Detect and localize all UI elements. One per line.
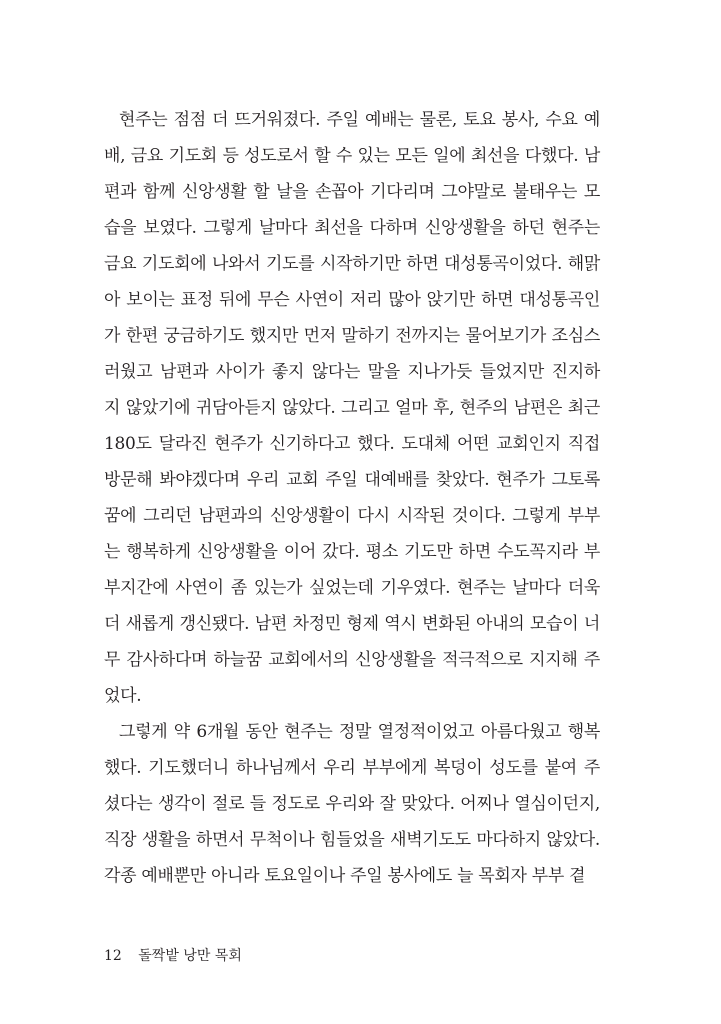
text-line: 는 행복하게 신앙생활을 이어 갔다. 평소 기도만 하면 수도꼭지라 부 <box>104 542 600 562</box>
text-line: 금요 기도회에 나와서 기도를 시작하기만 하면 대성통곡이었다. 해맑 <box>104 254 600 274</box>
paragraph <box>104 102 600 714</box>
body-text <box>104 102 600 894</box>
text-line: 습을 보였다. 그렇게 날마다 최선을 다하며 신앙생활을 하던 현주는 <box>104 218 600 238</box>
text-line: 했다. 기도했더니 하나님께서 우리 부부에게 복덩이 성도를 붙여 주 <box>104 758 600 778</box>
text-line: 꿈에 그리던 남편과의 신앙생활이 다시 시작된 것이다. 그렇게 부부 <box>104 506 600 526</box>
text-line: 부지간에 사연이 좀 있는가 싶었는데 기우였다. 현주는 날마다 더욱 <box>104 578 600 598</box>
running-title: 돌짝밭 낭만 목회 <box>138 948 242 964</box>
text-line: 었다. <box>104 686 142 706</box>
text-line: 아 보이는 표정 뒤에 무슨 사연이 저리 많아 앉기만 하면 대성통곡인 <box>104 290 600 310</box>
text-line: 직장 생활을 하면서 무척이나 힘들었을 새벽기도도 마다하지 않았다. <box>104 830 600 850</box>
text-line: 편과 함께 신앙생활 할 날을 손꼽아 기다리며 그야말로 불태우는 모 <box>104 182 600 202</box>
text-line: 그렇게 약 6개월 동안 현주는 정말 열정적이었고 아름다웠고 행복 <box>119 722 600 742</box>
text-line: 가 한편 궁금하기도 했지만 먼저 말하기 전까지는 물어보기가 조심스 <box>104 326 600 346</box>
text-line: 각종 예배뿐만 아니라 토요일이나 주일 봉사에도 늘 목회자 부부 곁 <box>104 866 586 886</box>
text-line: 180도 달라진 현주가 신기하다고 했다. 도대체 어떤 교회인지 직접 <box>104 434 600 454</box>
paragraph <box>104 714 600 894</box>
page-number: 12 <box>104 948 122 964</box>
text-line: 현주는 점점 더 뜨거워졌다. 주일 예배는 물론, 토요 봉사, 수요 예 <box>119 110 600 130</box>
text-line: 무 감사하다며 하늘꿈 교회에서의 신앙생활을 적극적으로 지지해 주 <box>104 650 600 670</box>
text-line: 셨다는 생각이 절로 들 정도로 우리와 잘 맞았다. 어찌나 열심이던지, <box>104 794 600 814</box>
text-line: 더 새롭게 갱신됐다. 남편 차정민 형제 역시 변화된 아내의 모습이 너 <box>104 614 600 634</box>
page-footer <box>104 946 242 966</box>
text-line: 러웠고 남편과 사이가 좋지 않다는 말을 지나가듯 들었지만 진지하 <box>104 362 600 382</box>
text-line: 방문해 봐야겠다며 우리 교회 주일 대예배를 찾았다. 현주가 그토록 <box>104 470 600 490</box>
text-line: 배, 금요 기도회 등 성도로서 할 수 있는 모든 일에 최선을 다했다. 남 <box>104 146 600 166</box>
text-line: 지 않았기에 귀담아듣지 않았다. 그리고 얼마 후, 현주의 남편은 최근 <box>104 398 600 418</box>
